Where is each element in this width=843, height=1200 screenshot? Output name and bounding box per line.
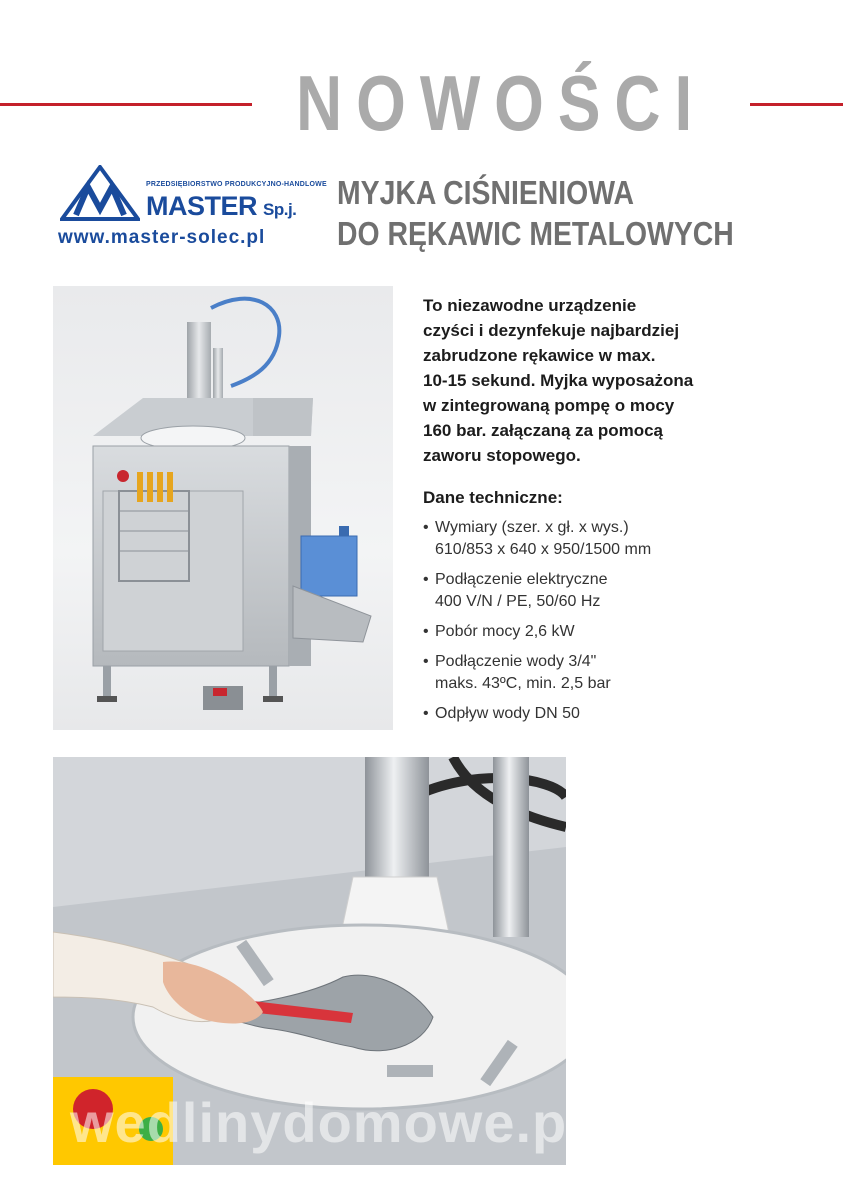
specs-list [423,517,823,733]
spec-line: • Podłączenie elektryczne [435,571,608,588]
product-title [337,172,750,254]
spec-line: • Wymiary (szer. x gł. x wys.) [435,519,629,536]
product-title-line2: DO RĘKAWIC METALOWYCH [337,215,734,252]
spec-line: • Odpływ wody DN 50 [435,705,580,722]
master-logo-icon [60,165,140,221]
spec-line: 400 V/N / PE, 50/60 Hz [435,593,601,610]
description-line: To niezawodne urządzenie [423,296,637,315]
company-name [146,191,296,222]
spec-item [423,703,823,725]
spec-line: • Pobór mocy 2,6 kW [435,623,575,640]
company-website-link[interactable]: www.master-solec.pl [58,227,266,248]
description-line: 160 bar. załączaną za pomocą [423,421,664,440]
spec-item [423,517,823,561]
header-rule-right [750,103,843,106]
description-line: zabrudzone rękawice w max. [423,346,656,365]
description-line: zaworu stopowego. [423,446,581,465]
spec-item [423,621,823,643]
spec-line: 610/853 x 640 x 950/1500 mm [435,541,652,558]
spec-item [423,569,823,613]
description-line: w zintegrowaną pompę o mocy [423,396,675,415]
company-logo[interactable] [58,163,327,253]
product-photo-machine [53,286,393,730]
spec-line: • Podłączenie wody 3/4" [435,653,597,670]
washer-machine-illustration [53,286,393,730]
watermark-text: wedlinydomowe.pl [70,1091,584,1154]
description-line: 10-15 sekund. Myjka wyposażona [423,371,694,390]
spec-item [423,651,823,695]
header-rule-left [0,103,252,106]
company-name-text: MASTER [146,191,257,221]
company-type: PRZEDSIĘBIORSTWO PRODUKCYJNO-HANDLOWE [146,181,327,188]
product-title-line1: MYJKA CIŚNIENIOWA [337,174,634,211]
product-description [423,293,823,468]
description-line: czyści i dezynfekuje najbardziej [423,321,680,340]
page-headline: NOWOŚCI [296,59,707,147]
company-suffix: Sp.j. [263,200,297,219]
specs-heading: Dane techniczne: [423,488,563,507]
spec-line: maks. 43ºC, min. 2,5 bar [435,675,611,692]
